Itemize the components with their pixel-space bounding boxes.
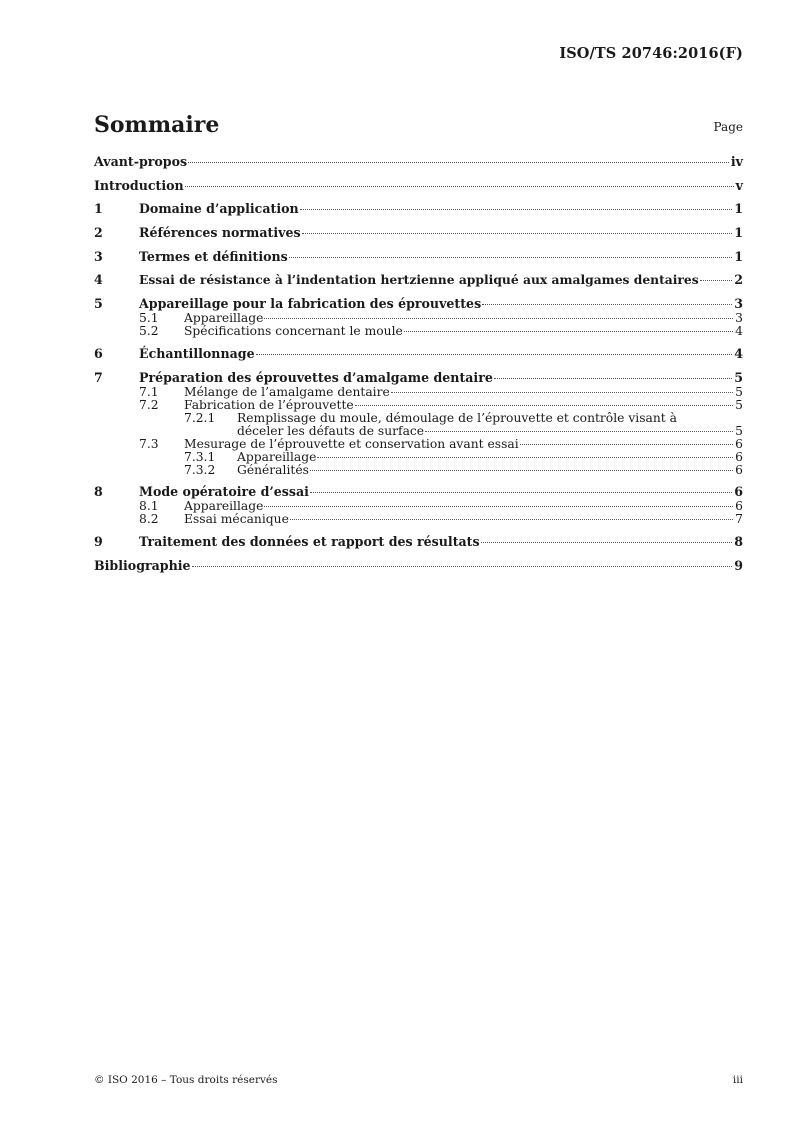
dot-leader bbox=[300, 209, 733, 210]
toc-entry-page: 6 bbox=[735, 449, 743, 464]
toc-entry-2[interactable] bbox=[94, 225, 743, 241]
toc-entry-title: Essai mécanique bbox=[184, 512, 289, 527]
toc-entry-number: 3 bbox=[94, 248, 103, 264]
toc-entry-page: 3 bbox=[734, 296, 743, 312]
toc-entry-number: 9 bbox=[94, 533, 103, 549]
dot-leader bbox=[264, 318, 733, 319]
dot-leader bbox=[185, 186, 734, 187]
toc-entry-1[interactable] bbox=[94, 201, 743, 217]
toc-entry-number: 2 bbox=[94, 225, 103, 241]
toc-entry-number: 4 bbox=[94, 272, 103, 288]
toc-entry-page: iv bbox=[730, 154, 743, 169]
toc-entry-number: 7.2 bbox=[139, 397, 159, 412]
dot-leader bbox=[289, 257, 732, 258]
toc-entry-title: Essai de résistance à l’indentation hertzienne appliqué aux amalgames dentaires bbox=[139, 272, 699, 288]
toc-entry-title: Références normatives bbox=[139, 225, 301, 241]
dot-leader bbox=[310, 492, 732, 493]
toc-entry-title-line1: Remplissage du moule, démoulage de l’éprouvette et contrôle visant à bbox=[237, 410, 677, 425]
toc-entry-page: 1 bbox=[734, 248, 743, 264]
toc-entry-page: v bbox=[735, 177, 743, 193]
toc-entry-page: 5 bbox=[735, 384, 743, 399]
toc-entry-8-2[interactable] bbox=[94, 513, 743, 526]
toc-entry-7-2-1[interactable] bbox=[94, 412, 743, 438]
toc-entry-title: Fabrication de l’éprouvette bbox=[184, 397, 354, 412]
toc-entry-number: 5 bbox=[94, 296, 103, 312]
toc-entry-7-3-2[interactable] bbox=[94, 464, 743, 477]
toc-entry-title: Appareillage bbox=[184, 311, 264, 326]
toc-entry-page: 6 bbox=[735, 499, 743, 514]
toc-entry-page: 9 bbox=[734, 557, 743, 573]
toc-entry-number: 7 bbox=[94, 369, 103, 385]
toc-entry-8[interactable] bbox=[94, 484, 743, 500]
toc-entry-5-2[interactable] bbox=[94, 325, 743, 338]
dot-leader bbox=[310, 470, 733, 471]
toc-entry-3[interactable] bbox=[94, 249, 743, 265]
toc-entry-number: 6 bbox=[94, 345, 103, 361]
toc-entry-7-3[interactable] bbox=[94, 438, 743, 451]
document-id: ISO/TS 20746:2016(F) bbox=[559, 45, 743, 62]
toc-entry-number: 7.2.1 bbox=[184, 410, 216, 425]
dot-leader bbox=[700, 280, 733, 281]
toc-entry-page: 7 bbox=[735, 512, 743, 527]
toc-entry-title: Mode opératoire d’essai bbox=[139, 484, 309, 500]
toc-entry-page: 5 bbox=[735, 423, 743, 438]
toc-entry-title: Mélange de l’amalgame dentaire bbox=[184, 384, 390, 399]
toc-entry-number: 7.1 bbox=[139, 384, 159, 399]
toc-entry-number: 1 bbox=[94, 201, 103, 217]
copyright-notice: © ISO 2016 – Tous droits réservés bbox=[94, 1074, 278, 1086]
toc-entry-number: 5.2 bbox=[139, 324, 159, 339]
toc-entry-title: Domaine d’application bbox=[139, 201, 299, 217]
dot-leader bbox=[481, 542, 733, 543]
toc-entry-4[interactable] bbox=[94, 272, 743, 288]
toc-entry-introduction[interactable] bbox=[94, 178, 743, 194]
dot-leader bbox=[256, 354, 733, 355]
toc-entry-title: Traitement des données et rapport des résultats bbox=[139, 533, 480, 549]
toc-entry-number: 7.3.1 bbox=[184, 449, 216, 464]
toc-entry-title: Spécifications concernant le moule bbox=[184, 324, 403, 339]
toc-entry-page: 8 bbox=[734, 533, 743, 549]
toc-entry-page: 3 bbox=[735, 311, 743, 326]
toc-entry-bibliographie[interactable] bbox=[94, 558, 743, 574]
toc-entry-title: Bibliographie bbox=[94, 557, 191, 573]
toc-entry-title: Appareillage bbox=[237, 449, 317, 464]
toc-entry-page: 1 bbox=[734, 225, 743, 241]
toc-entry-page: 6 bbox=[734, 484, 743, 500]
toc-entry-page: 6 bbox=[735, 462, 743, 477]
toc-entry-number: 8.1 bbox=[139, 499, 159, 514]
toc-entry-title: Appareillage bbox=[184, 499, 264, 514]
toc-entry-title: Avant-propos bbox=[94, 154, 188, 169]
toc-entry-page: 6 bbox=[735, 436, 743, 451]
dot-leader bbox=[317, 457, 733, 458]
toc-entry-page: 2 bbox=[734, 272, 743, 288]
toc-title: Sommaire bbox=[94, 112, 220, 138]
toc-entry-7-2[interactable] bbox=[94, 399, 743, 412]
dot-leader bbox=[482, 304, 732, 305]
toc-entry-title: Appareillage pour la fabrication des éprouvettes bbox=[139, 296, 482, 312]
dot-leader bbox=[404, 331, 733, 332]
toc-entry-page: 5 bbox=[734, 369, 743, 385]
dot-leader bbox=[355, 405, 734, 406]
toc-entry-number: 8 bbox=[94, 484, 103, 500]
page-column-label: Page bbox=[713, 120, 743, 134]
toc-entry-page: 1 bbox=[734, 201, 743, 217]
dot-leader bbox=[188, 162, 729, 163]
toc-entry-title: Termes et définitions bbox=[139, 248, 288, 264]
toc-entry-avant-propos[interactable] bbox=[94, 154, 743, 170]
toc-entry-title: Préparation des éprouvettes d’amalgame dentaire bbox=[139, 369, 493, 385]
dot-leader bbox=[425, 431, 733, 432]
page-number: iii bbox=[732, 1074, 743, 1086]
dot-leader bbox=[192, 566, 733, 567]
dot-leader bbox=[290, 519, 733, 520]
toc-entry-5[interactable] bbox=[94, 296, 743, 312]
toc-entry-title: Généralités bbox=[237, 462, 309, 477]
toc-entry-7[interactable] bbox=[94, 370, 743, 386]
toc-entry-9[interactable] bbox=[94, 534, 743, 550]
toc-entry-title: Introduction bbox=[94, 177, 184, 193]
table-of-contents bbox=[94, 154, 743, 574]
toc-entry-title-line2: déceler les défauts de surface bbox=[237, 423, 425, 438]
toc-entry-number: 5.1 bbox=[139, 311, 159, 326]
toc-entry-page: 4 bbox=[734, 345, 743, 361]
toc-entry-page: 4 bbox=[735, 324, 743, 339]
toc-entry-7-1[interactable] bbox=[94, 386, 743, 399]
toc-entry-number: 7.3.2 bbox=[184, 462, 216, 477]
toc-entry-number: 7.3 bbox=[139, 436, 159, 451]
dot-leader bbox=[494, 378, 732, 379]
toc-entry-title: Mesurage de l’éprouvette et conservation avant essai bbox=[184, 436, 519, 451]
toc-entry-number: 8.2 bbox=[139, 512, 159, 527]
toc-entry-title: Échantillonnage bbox=[139, 345, 255, 361]
toc-entry-page: 5 bbox=[735, 397, 743, 412]
toc-entry-6[interactable] bbox=[94, 346, 743, 362]
toc-entry-7-3-1[interactable] bbox=[94, 451, 743, 464]
dot-leader bbox=[391, 392, 733, 393]
dot-leader bbox=[520, 444, 734, 445]
dot-leader bbox=[302, 233, 733, 234]
dot-leader bbox=[264, 506, 733, 507]
